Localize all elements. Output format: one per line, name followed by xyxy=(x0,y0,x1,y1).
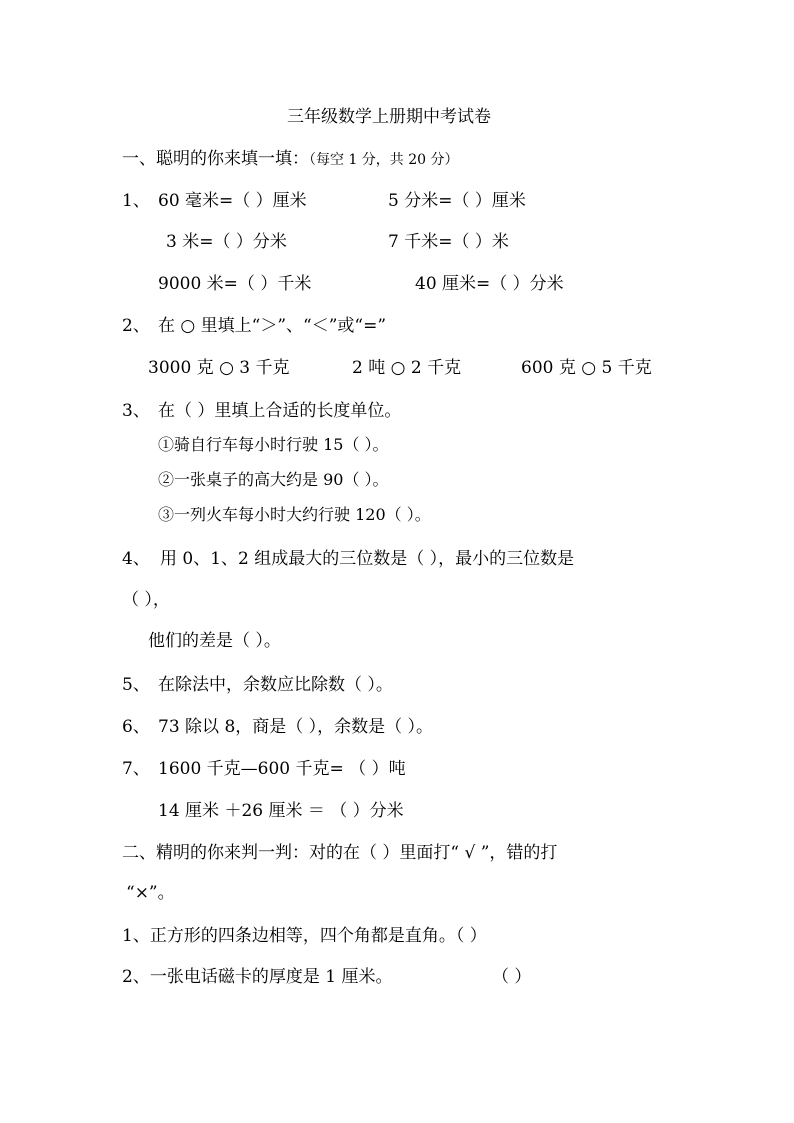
q3-number: 3、 xyxy=(122,401,150,421)
q3-text: 在（ ）里填上合适的长度单位。 xyxy=(158,401,402,421)
section1-score-note: （每空 1 分，共 20 分） xyxy=(309,152,459,168)
q4-continuation: （ ）， xyxy=(122,590,170,610)
q3-item-3: ③一列火车每小时大约行驶 120（ ）。 xyxy=(158,505,431,524)
q5-number: 5、 xyxy=(122,675,150,695)
q2-item-2: 2 吨 ○ 2 千克 xyxy=(352,358,462,378)
q6-number: 6、 xyxy=(122,717,150,737)
q6-text: 73 除以 8，商是（ ），余数是（ ）。 xyxy=(158,717,434,737)
q5-text: 在除法中，余数应比除数（ ）。 xyxy=(158,675,393,695)
section1-heading xyxy=(122,148,459,171)
section2-continuation: “×”。 xyxy=(126,883,175,903)
q4-difference: 他们的差是（ ）。 xyxy=(148,631,281,651)
q1-item-1: 60 毫米=（ ）厘米 xyxy=(158,191,307,211)
q3-item-1: ①骑自行车每小时行驶 15（ ）。 xyxy=(158,435,389,454)
judge-item-2: 2、一张电话磁卡的厚度是 1 厘米。 xyxy=(122,967,393,987)
q3-item-2: ②一张桌子的高大约是 90（ ）。 xyxy=(158,470,389,489)
q1-item-4: 7 千米=（ ）米 xyxy=(388,232,509,252)
q1-item-6: 40 厘米=（ ）分米 xyxy=(415,274,564,294)
q2-item-3: 600 克 ○ 5 千克 xyxy=(521,358,652,378)
q1-item-2: 5 分米=（ ）厘米 xyxy=(388,191,526,211)
judge-item-2-paren: （ ） xyxy=(492,967,532,987)
q7-line2: 14 厘米 ＋26 厘米 ＝ （ ）分米 xyxy=(158,801,404,821)
page-title: 三年级数学上册期中考试卷 xyxy=(287,107,491,127)
section2-heading: 二、精明的你来判一判：对的在（ ）里面打“ √ ”，错的打 xyxy=(122,843,558,863)
q4-text: 用 0、1、2 组成最大的三位数是（ ），最小的三位数是 xyxy=(160,549,575,569)
q2-number: 2、 xyxy=(122,316,150,336)
q4-number: 4、 xyxy=(122,549,150,569)
q1-item-5: 9000 米=（ ）千米 xyxy=(158,274,312,294)
q1-item-3: 3 米=（ ）分米 xyxy=(166,232,287,252)
q7-text: 1600 千克—600 千克= （ ）吨 xyxy=(158,759,406,779)
section1-heading-text: 一、聪明的你来填一填： xyxy=(122,149,309,169)
q2-text: 在 ○ 里填上“＞”、“＜”或“=” xyxy=(158,316,387,336)
q7-number: 7、 xyxy=(122,759,150,779)
q1-number: 1、 xyxy=(122,191,150,211)
judge-item-1: 1、正方形的四条边相等，四个角都是直角。（ ） xyxy=(122,926,487,946)
q2-item-1: 3000 克 ○ 3 千克 xyxy=(148,358,290,378)
